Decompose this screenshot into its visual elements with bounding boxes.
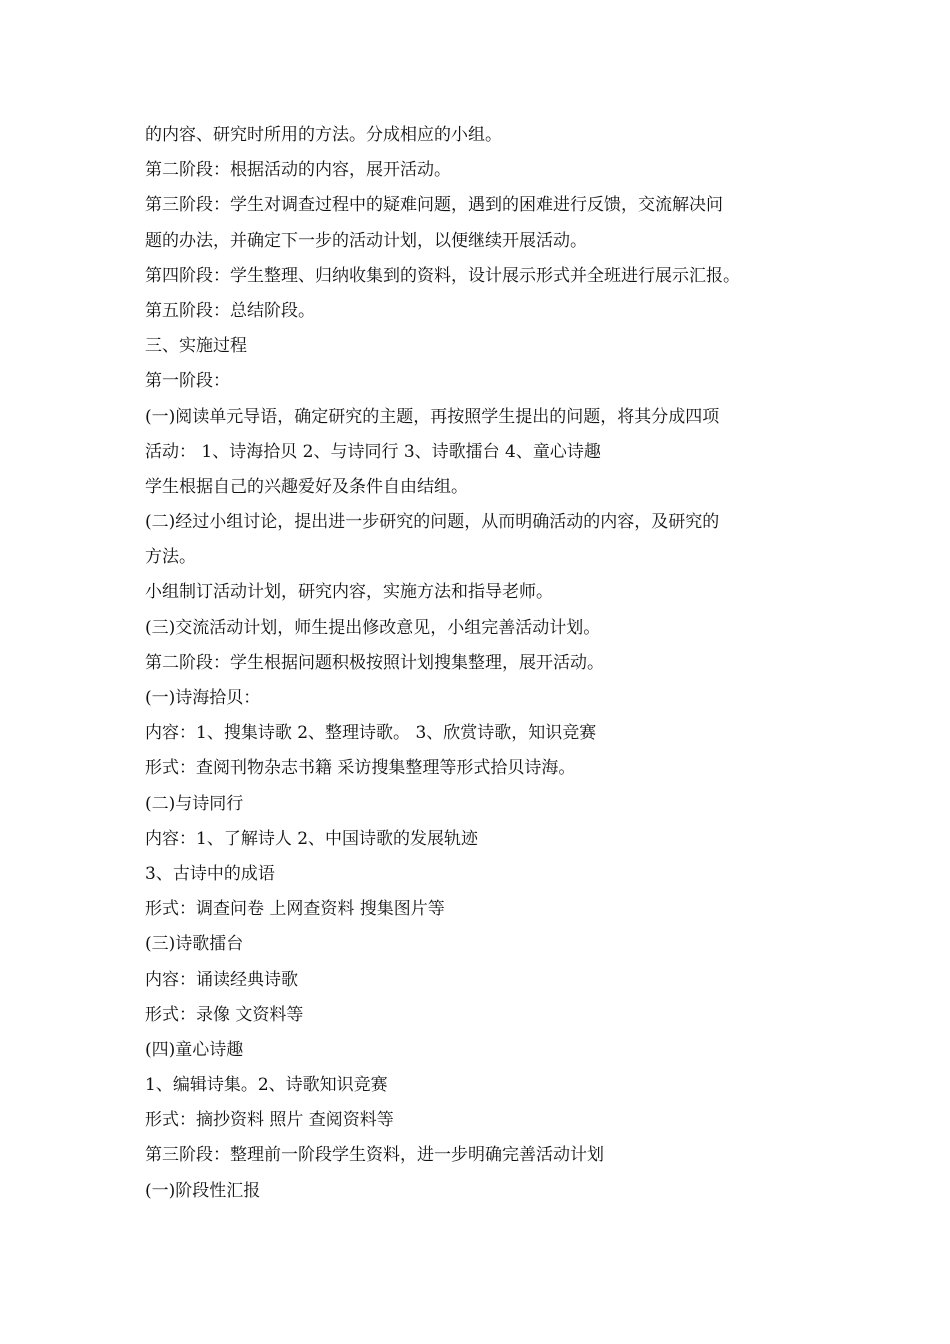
text-line: (三)交流活动计划，师生提出修改意见，小组完善活动计划。	[145, 617, 601, 638]
text-line: 3、古诗中的成语	[145, 863, 275, 884]
text-line: 第三阶段：学生对调查过程中的疑难问题，遇到的困难进行反馈，交流解决问	[145, 195, 723, 216]
text-line: 第三阶段：整理前一阶段学生资料，进一步明确完善活动计划	[145, 1145, 604, 1166]
text-line: 内容：1、了解诗人 2、中国诗歌的发展轨迹	[145, 828, 479, 849]
text-line: (一)阅读单元导语，确定研究的主题，再按照学生提出的问题，将其分成四项	[145, 406, 720, 427]
section-heading: 三、实施过程	[145, 336, 247, 357]
text-line: 方法。	[145, 547, 196, 568]
text-line: 内容：1、搜集诗歌 2、整理诗歌。 3、欣赏诗歌，知识竞赛	[145, 723, 597, 744]
text-line: (二)与诗同行	[145, 793, 244, 814]
text-line: 形式：摘抄资料 照片 查阅资料等	[145, 1110, 394, 1131]
text-line: 内容：诵读经典诗歌	[145, 969, 298, 990]
text-line: 的内容、研究时所用的方法。分成相应的小组。	[145, 125, 502, 145]
text-line: 第一阶段：	[145, 371, 230, 392]
text-line: 小组制订活动计划，研究内容，实施方法和指导老师。	[145, 582, 553, 603]
text-line: 第二阶段：根据活动的内容，展开活动。	[145, 160, 451, 181]
text-line: 形式：录像 文资料等	[145, 1004, 304, 1025]
text-line: 形式：查阅刊物杂志书籍 采访搜集整理等形式拾贝诗海。	[145, 758, 576, 779]
text-line: 第五阶段：总结阶段。	[145, 300, 315, 321]
text-line: (一)诗海拾贝：	[145, 688, 261, 708]
text-line: 1、编辑诗集。2、诗歌知识竞赛	[145, 1075, 388, 1096]
document-body	[145, 118, 810, 1209]
text-line: 题的办法，并确定下一步的活动计划，以便继续开展活动。	[145, 230, 587, 251]
text-line: (三)诗歌擂台	[145, 934, 244, 955]
text-line: 学生根据自己的兴趣爱好及条件自由结组。	[145, 476, 468, 497]
text-line: (四)童心诗趣	[145, 1039, 244, 1060]
text-line: (二)经过小组讨论，提出进一步研究的问题，从而明确活动的内容，及研究的	[145, 512, 720, 533]
text-line: 活动： 1、诗海拾贝 2、与诗同行 3、诗歌擂台 4、童心诗趣	[145, 441, 601, 462]
text-line: 形式：调查问卷 上网查资料 搜集图片等	[145, 899, 445, 920]
text-line: 第二阶段：学生根据问题积极按照计划搜集整理，展开活动。	[145, 652, 604, 673]
text-line: 第四阶段：学生整理、归纳收集到的资料，设计展示形式并全班进行展示汇报。	[145, 265, 740, 286]
text-line: (一)阶段性汇报	[145, 1180, 261, 1201]
